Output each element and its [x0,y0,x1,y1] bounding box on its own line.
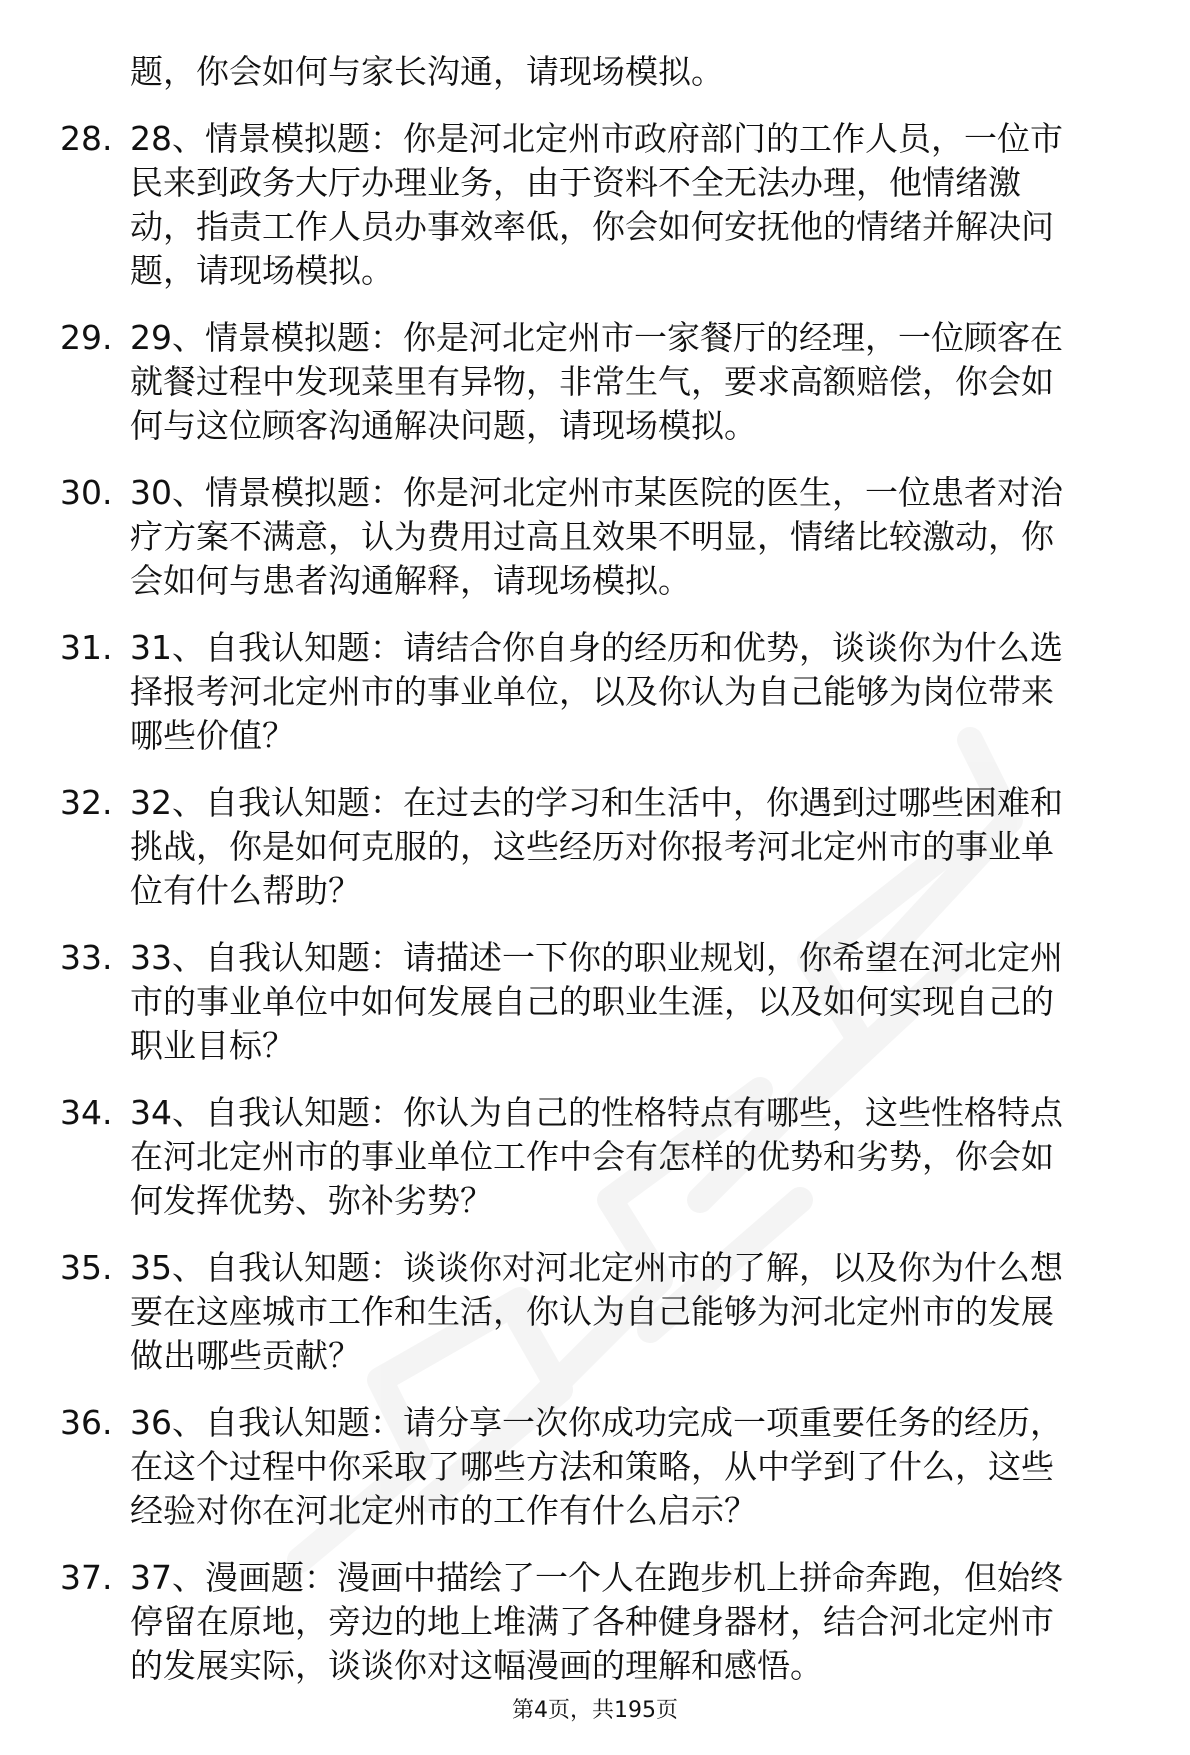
question-item [0,1246,1190,1378]
question-number: 36. [60,1403,113,1442]
question-text-line: 疗方案不满意，认为费用过高且效果不明显，情绪比较激动，你 [130,517,1054,556]
question-number: 28. [60,119,113,158]
question-number: 33. [60,938,113,977]
question-text-line: 32、自我认知题：在过去的学习和生活中，你遇到过哪些困难和 [130,783,1063,822]
question-text [130,316,1160,448]
question-text [130,626,1160,758]
question-number: 35. [60,1248,113,1287]
question-text [130,471,1160,603]
question-item [0,316,1190,448]
question-text [130,1401,1160,1533]
question-text-line: 经验对你在河北定州市的工作有什么启示？ [130,1491,757,1530]
question-text-line: 35、自我认知题：谈谈你对河北定州市的了解，以及你为什么想 [130,1248,1063,1287]
question-text-line: 37、漫画题：漫画中描绘了一个人在跑步机上拼命奔跑，但始终 [130,1558,1063,1597]
question-item [0,471,1190,603]
question-item [0,117,1190,293]
question-text-line: 在河北定州市的事业单位工作中会有怎样的优势和劣势，你会如 [130,1137,1054,1176]
question-text [130,1246,1160,1378]
question-item [0,1401,1190,1533]
question-text-line: 的发展实际，谈谈你对这幅漫画的理解和感悟。 [130,1646,823,1685]
question-text [130,781,1160,913]
question-text-line: 会如何与患者沟通解释，请现场模拟。 [130,561,691,600]
question-text-line: 36、自我认知题：请分享一次你成功完成一项重要任务的经历， [130,1403,1063,1442]
question-text-line: 要在这座城市工作和生活，你认为自己能够为河北定州市的发展 [130,1292,1054,1331]
question-text-line: 停留在原地，旁边的地上堆满了各种健身器材，结合河北定州市 [130,1602,1054,1641]
question-text-line: 29、情景模拟题：你是河北定州市一家餐厅的经理，一位顾客在 [130,318,1063,357]
question-text-line: 哪些价值？ [130,716,295,755]
question-item [0,1091,1190,1223]
question-text-line: 28、情景模拟题：你是河北定州市政府部门的工作人员，一位市 [130,119,1063,158]
question-item [0,626,1190,758]
question-item [0,781,1190,913]
question-text-line: 挑战，你是如何克服的，这些经历对你报考河北定州市的事业单 [130,827,1054,866]
question-text-line: 何发挥优势、弥补劣势？ [130,1181,493,1220]
question-text-line: 34、自我认知题：你认为自己的性格特点有哪些，这些性格特点 [130,1093,1063,1132]
question-text [130,936,1160,1068]
question-number: 32. [60,783,113,822]
question-text-line: 何与这位顾客沟通解决问题，请现场模拟。 [130,406,757,445]
question-text-line: 31、自我认知题：请结合你自身的经历和优势，谈谈你为什么选 [130,628,1063,667]
question-number: 30. [60,473,113,512]
page-footer: 第4页，共195页 [512,1698,678,1723]
question-number: 34. [60,1093,113,1132]
question-number: 29. [60,318,113,357]
question-item [0,1556,1190,1688]
question-text-line: 择报考河北定州市的事业单位，以及你认为自己能够为岗位带来 [130,672,1054,711]
question-text [130,117,1160,293]
question-text-line: 位有什么帮助？ [130,871,361,910]
question-text-line: 33、自我认知题：请描述一下你的职业规划，你希望在河北定州 [130,938,1063,977]
question-text-line: 题，请现场模拟。 [130,251,394,290]
question-text-line: 在这个过程中你采取了哪些方法和策略，从中学到了什么，这些 [130,1447,1054,1486]
continuation-text: 题，你会如何与家长沟通，请现场模拟。 [130,52,724,91]
question-text [130,1556,1160,1688]
question-text-line: 30、情景模拟题：你是河北定州市某医院的医生，一位患者对治 [130,473,1063,512]
question-text-line: 民来到政务大厅办理业务，由于资料不全无法办理，他情绪激 [130,163,1021,202]
question-text [130,1091,1160,1223]
question-text-line: 就餐过程中发现菜里有异物，非常生气，要求高额赔偿，你会如 [130,362,1054,401]
question-item [0,936,1190,1068]
question-number: 37. [60,1558,113,1597]
question-text-line: 做出哪些贡献？ [130,1336,361,1375]
question-text-line: 市的事业单位中如何发展自己的职业生涯，以及如何实现自己的 [130,982,1054,1021]
question-text-line: 动，指责工作人员办事效率低，你会如何安抚他的情绪并解决问 [130,207,1054,246]
question-number: 31. [60,628,113,667]
question-text-line: 职业目标？ [130,1026,295,1065]
